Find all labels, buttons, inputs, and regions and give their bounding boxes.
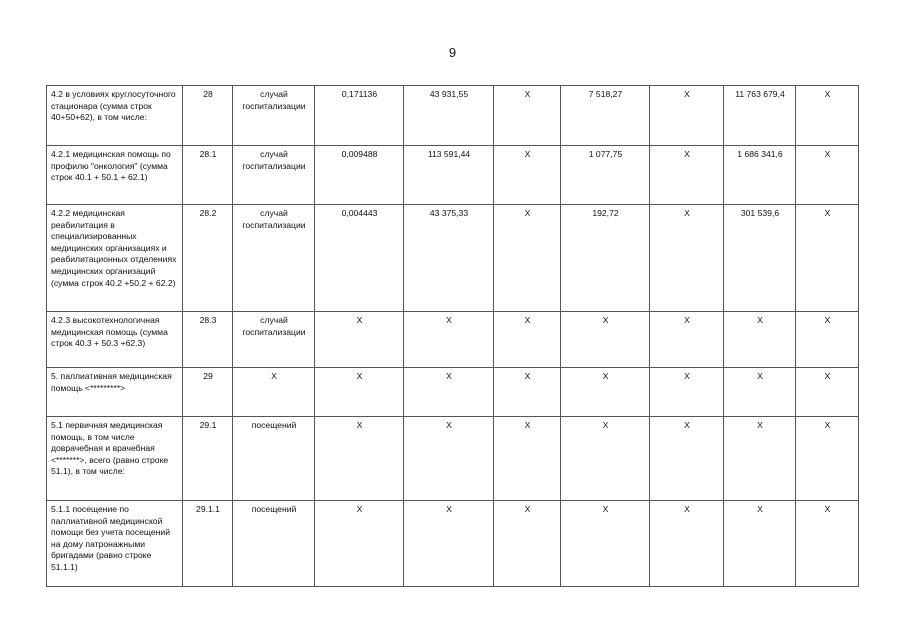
value-cell-2: Х	[404, 312, 494, 368]
row-code: 28.1	[183, 146, 233, 205]
value-cell-5: Х	[650, 312, 724, 368]
row-code: 29.1	[183, 417, 233, 501]
value-cell-4: Х	[561, 501, 650, 587]
unit-cell: Х	[233, 368, 315, 417]
row-code: 29.1.1	[183, 501, 233, 587]
row-code: 28.3	[183, 312, 233, 368]
row-description: 4.2 в условиях круглосуточного стационара (сумма строк 40+50+62), в том числе:	[47, 86, 183, 146]
value-cell-7: Х	[796, 368, 859, 417]
row-code: 28.2	[183, 205, 233, 312]
row-code: 29	[183, 368, 233, 417]
table-row	[47, 86, 859, 146]
value-cell-4: Х	[561, 312, 650, 368]
table-row	[47, 368, 859, 417]
value-cell-4: 7 518,27	[561, 86, 650, 146]
value-cell-4: Х	[561, 417, 650, 501]
value-cell-6: Х	[724, 368, 796, 417]
row-description: 4.2.1 медицинская помощь по профилю "онкология" (сумма строк 40.1 + 50.1 + 62.1)	[47, 146, 183, 205]
value-cell-5: Х	[650, 501, 724, 587]
value-cell-4: Х	[561, 368, 650, 417]
value-cell-2: Х	[404, 501, 494, 587]
value-cell-1: Х	[315, 312, 404, 368]
value-cell-2: 43 931,55	[404, 86, 494, 146]
value-cell-3: Х	[494, 205, 561, 312]
page-number: 9	[448, 45, 457, 60]
unit-cell: случай госпитализации	[233, 205, 315, 312]
row-description: 4.2.2 медицинская реабилитация в специализированных медицинских организациях и реабилитационных отделениях медицинских организаций (сумма строк 40.2 +50.2 + 62.2)	[47, 205, 183, 312]
value-cell-4: 192,72	[561, 205, 650, 312]
row-description: 4.2.3 высокотехнологичная медицинская помощь (сумма строк 40.3 + 50.3 +62.3)	[47, 312, 183, 368]
value-cell-5: Х	[650, 417, 724, 501]
value-cell-3: Х	[494, 501, 561, 587]
value-cell-1: Х	[315, 368, 404, 417]
value-cell-1: 0,004443	[315, 205, 404, 312]
value-cell-3: Х	[494, 368, 561, 417]
value-cell-5: Х	[650, 86, 724, 146]
unit-cell: посещений	[233, 501, 315, 587]
value-cell-6: Х	[724, 501, 796, 587]
unit-cell: посещений	[233, 417, 315, 501]
value-cell-1: 0,171136	[315, 86, 404, 146]
value-cell-1: Х	[315, 417, 404, 501]
value-cell-3: Х	[494, 417, 561, 501]
value-cell-5: Х	[650, 146, 724, 205]
value-cell-6: Х	[724, 417, 796, 501]
value-cell-2: 113 591,44	[404, 146, 494, 205]
row-description: 5. паллиативная медицинская помощь <*********>	[47, 368, 183, 417]
value-cell-6: 11 763 679,4	[724, 86, 796, 146]
value-cell-1: Х	[315, 501, 404, 587]
value-cell-7: Х	[796, 205, 859, 312]
unit-cell: случай госпитализации	[233, 312, 315, 368]
value-cell-2: Х	[404, 417, 494, 501]
value-cell-7: Х	[796, 417, 859, 501]
table-row	[47, 205, 859, 312]
value-cell-5: Х	[650, 368, 724, 417]
value-cell-6: 1 686 341,6	[724, 146, 796, 205]
table-row	[47, 501, 859, 587]
table-row	[47, 417, 859, 501]
unit-cell: случай госпитализации	[233, 146, 315, 205]
value-cell-7: Х	[796, 146, 859, 205]
value-cell-7: Х	[796, 312, 859, 368]
value-cell-6: Х	[724, 312, 796, 368]
value-cell-5: Х	[650, 205, 724, 312]
value-cell-7: Х	[796, 86, 859, 146]
unit-cell: случай госпитализации	[233, 86, 315, 146]
table-body	[47, 86, 859, 587]
value-cell-4: 1 077,75	[561, 146, 650, 205]
value-cell-2: 43 375,33	[404, 205, 494, 312]
row-code: 28	[183, 86, 233, 146]
value-cell-1: 0,009488	[315, 146, 404, 205]
value-cell-2: Х	[404, 368, 494, 417]
row-description: 5.1 первичная медицинская помощь, в том числе доврачебная и врачебная <*******>, всего (равно строке 51.1), в том числе:	[47, 417, 183, 501]
value-cell-3: Х	[494, 86, 561, 146]
value-cell-3: Х	[494, 146, 561, 205]
table-row	[47, 146, 859, 205]
table-row	[47, 312, 859, 368]
value-cell-3: Х	[494, 312, 561, 368]
data-table	[46, 85, 859, 587]
row-description: 5.1.1 посещение по паллиативной медицинской помощи без учета посещений на дому патронажными бригадами (равно строке 51.1.1)	[47, 501, 183, 587]
value-cell-6: 301 539,6	[724, 205, 796, 312]
value-cell-7: Х	[796, 501, 859, 587]
